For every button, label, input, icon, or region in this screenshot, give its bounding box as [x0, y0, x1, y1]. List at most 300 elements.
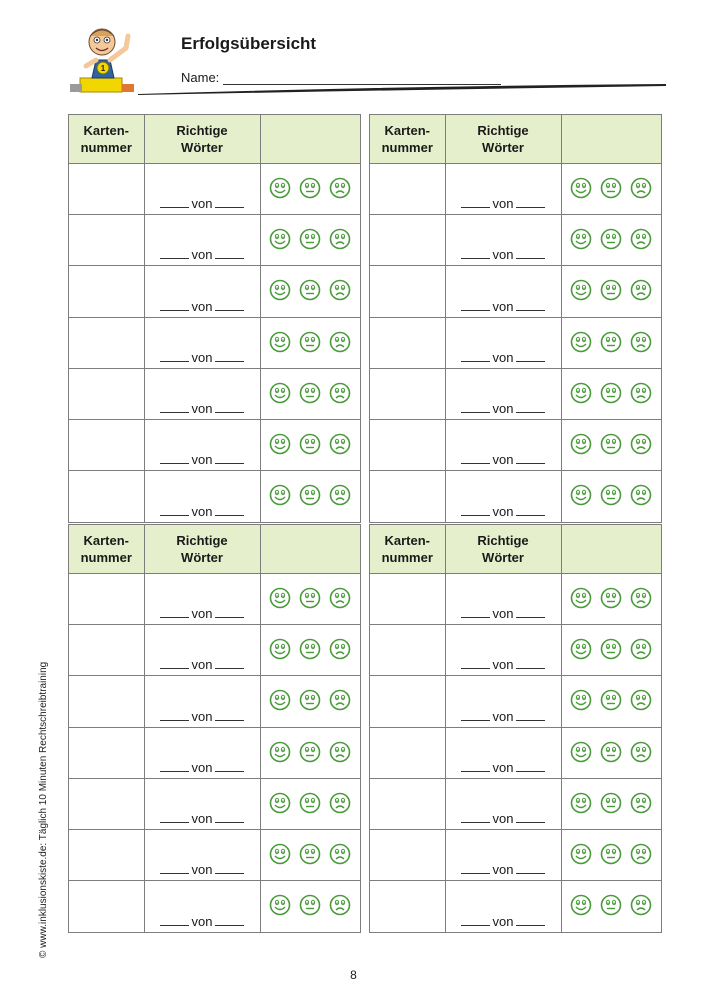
total-count-blank[interactable]	[215, 361, 244, 362]
score-cell[interactable]	[445, 266, 561, 317]
score-cell[interactable]	[144, 266, 260, 317]
total-count-blank[interactable]	[215, 463, 244, 464]
correct-count-blank[interactable]	[160, 668, 189, 669]
table-row	[370, 471, 661, 522]
score-cell[interactable]	[445, 778, 561, 829]
copyright-credit: © www.inklusionskiste.de: Täglich 10 Minuten Rechtschreibtraining	[38, 661, 49, 958]
von-label: von	[492, 401, 514, 416]
happy-face-icon[interactable]	[570, 433, 592, 455]
von-label: von	[492, 606, 514, 622]
rating-faces-cell	[561, 317, 661, 368]
sad-face-icon[interactable]	[329, 638, 351, 660]
sad-face-icon[interactable]	[630, 894, 652, 916]
happy-face-icon[interactable]	[570, 331, 592, 353]
total-count-blank[interactable]	[215, 515, 244, 516]
neutral-face-icon[interactable]	[600, 228, 622, 250]
card-number-cell[interactable]	[370, 727, 445, 778]
card-number-cell[interactable]	[69, 830, 144, 881]
rating-faces-cell	[260, 573, 360, 624]
card-number-cell[interactable]	[370, 471, 445, 522]
table-row	[370, 266, 661, 317]
score-cell[interactable]	[445, 163, 561, 214]
table-row	[370, 625, 661, 676]
rating-faces-cell	[260, 830, 360, 881]
happy-face-icon[interactable]	[269, 741, 291, 763]
card-number-cell[interactable]	[370, 163, 445, 214]
neutral-face-icon[interactable]	[600, 279, 622, 301]
total-count-blank[interactable]	[516, 310, 545, 311]
card-number-cell[interactable]	[69, 778, 144, 829]
neutral-face-icon[interactable]	[600, 382, 622, 404]
neutral-face-icon[interactable]	[600, 792, 622, 814]
card-number-cell[interactable]	[69, 471, 144, 522]
score-cell[interactable]	[445, 727, 561, 778]
sad-face-icon[interactable]	[630, 484, 652, 506]
happy-face-icon[interactable]	[570, 894, 592, 916]
sad-face-icon[interactable]	[329, 843, 351, 865]
total-count-blank[interactable]	[215, 925, 244, 926]
von-label: von	[191, 452, 213, 468]
header-correct-words: Richtige Wörter	[144, 115, 260, 163]
von-label: von	[191, 247, 213, 263]
correct-count-blank[interactable]	[461, 463, 490, 464]
score-cell[interactable]	[144, 471, 260, 522]
total-count-blank[interactable]	[516, 668, 545, 669]
von-label: von	[492, 196, 514, 212]
neutral-face-icon[interactable]	[299, 741, 321, 763]
neutral-face-icon[interactable]	[600, 638, 622, 660]
total-count-blank[interactable]	[516, 771, 545, 772]
happy-face-icon[interactable]	[570, 843, 592, 865]
happy-face-icon[interactable]	[269, 587, 291, 609]
von-label: von	[492, 247, 514, 263]
card-number-cell[interactable]	[69, 573, 144, 624]
rating-faces-cell	[561, 676, 661, 727]
card-number-cell[interactable]	[370, 573, 445, 624]
happy-face-icon[interactable]	[269, 331, 291, 353]
score-cell[interactable]	[144, 625, 260, 676]
neutral-face-icon[interactable]	[600, 741, 622, 763]
sad-face-icon[interactable]	[630, 177, 652, 199]
von-label: von	[492, 811, 514, 826]
score-cell[interactable]	[445, 830, 561, 881]
von-label: von	[191, 811, 213, 826]
rating-faces-cell	[561, 881, 661, 932]
correct-count-blank[interactable]	[461, 720, 490, 721]
happy-face-icon[interactable]	[269, 228, 291, 250]
correct-count-blank[interactable]	[160, 822, 189, 823]
total-count-blank[interactable]	[516, 822, 545, 823]
table-row	[370, 317, 661, 368]
von-label: von	[492, 657, 514, 673]
score-cell[interactable]	[144, 420, 260, 471]
score-cell[interactable]	[144, 830, 260, 881]
sad-face-icon[interactable]	[329, 177, 351, 199]
score-cell[interactable]	[445, 317, 561, 368]
rating-faces-cell	[561, 625, 661, 676]
header-card-number: Karten- nummer	[370, 115, 445, 163]
table-row	[370, 368, 661, 419]
card-number-cell[interactable]	[69, 163, 144, 214]
score-table	[369, 524, 662, 933]
total-count-blank[interactable]	[215, 668, 244, 669]
total-count-blank[interactable]	[516, 463, 545, 464]
sad-face-icon[interactable]	[329, 331, 351, 353]
von-label: von	[492, 862, 514, 878]
card-number-cell[interactable]	[370, 368, 445, 419]
sad-face-icon[interactable]	[630, 689, 652, 711]
score-cell[interactable]	[144, 573, 260, 624]
happy-face-icon[interactable]	[570, 228, 592, 250]
table-row	[370, 727, 661, 778]
table-row	[69, 266, 360, 317]
total-count-blank[interactable]	[215, 720, 244, 721]
card-number-cell[interactable]	[370, 420, 445, 471]
von-label: von	[191, 759, 213, 775]
sad-face-icon[interactable]	[329, 894, 351, 916]
score-table	[68, 524, 361, 933]
sad-face-icon[interactable]	[630, 843, 652, 865]
neutral-face-icon[interactable]	[600, 843, 622, 865]
sad-face-icon[interactable]	[630, 638, 652, 660]
neutral-face-icon[interactable]	[600, 433, 622, 455]
rating-faces-cell	[260, 778, 360, 829]
table-row	[370, 830, 661, 881]
neutral-face-icon[interactable]	[600, 331, 622, 353]
happy-face-icon[interactable]	[570, 382, 592, 404]
table-row	[370, 420, 661, 471]
neutral-face-icon[interactable]	[299, 792, 321, 814]
rating-faces-cell	[260, 163, 360, 214]
table-row	[69, 778, 360, 829]
score-cell[interactable]	[144, 881, 260, 932]
neutral-face-icon[interactable]	[600, 689, 622, 711]
rating-faces-cell	[561, 368, 661, 419]
happy-face-icon[interactable]	[269, 638, 291, 660]
rating-faces-cell	[260, 676, 360, 727]
sad-face-icon[interactable]	[329, 382, 351, 404]
card-number-cell[interactable]	[69, 676, 144, 727]
header-correct-words: Richtige Wörter	[445, 525, 561, 573]
happy-face-icon[interactable]	[570, 279, 592, 301]
card-number-cell[interactable]	[69, 727, 144, 778]
total-count-blank[interactable]	[516, 258, 545, 259]
rating-faces-cell	[260, 625, 360, 676]
correct-count-blank[interactable]	[160, 925, 189, 926]
total-count-blank[interactable]	[516, 720, 545, 721]
neutral-face-icon[interactable]	[299, 177, 321, 199]
score-cell[interactable]	[144, 368, 260, 419]
correct-count-blank[interactable]	[160, 515, 189, 516]
card-number-cell[interactable]	[69, 368, 144, 419]
card-number-cell[interactable]	[370, 778, 445, 829]
card-number-cell[interactable]	[370, 215, 445, 266]
total-count-blank[interactable]	[215, 258, 244, 259]
rating-faces-cell	[260, 368, 360, 419]
score-cell[interactable]	[445, 368, 561, 419]
card-number-cell[interactable]	[370, 676, 445, 727]
mascot-winner-illustration	[66, 18, 148, 94]
total-count-blank[interactable]	[516, 925, 545, 926]
score-cell[interactable]	[445, 215, 561, 266]
header-correct-words: Richtige Wörter	[144, 525, 260, 573]
total-count-blank[interactable]	[215, 822, 244, 823]
neutral-face-icon[interactable]	[299, 587, 321, 609]
von-label: von	[492, 759, 514, 775]
total-count-blank[interactable]	[215, 412, 244, 413]
card-number-cell[interactable]	[69, 317, 144, 368]
correct-count-blank[interactable]	[461, 310, 490, 311]
card-number-cell[interactable]	[69, 625, 144, 676]
card-number-cell[interactable]	[370, 625, 445, 676]
page-title: Erfolgsübersicht	[181, 34, 317, 53]
correct-count-blank[interactable]	[461, 258, 490, 259]
neutral-face-icon[interactable]	[299, 484, 321, 506]
table-row	[370, 573, 661, 624]
card-number-cell[interactable]	[370, 266, 445, 317]
rating-faces-cell	[260, 317, 360, 368]
neutral-face-icon[interactable]	[600, 177, 622, 199]
header-correct-words: Richtige Wörter	[445, 115, 561, 163]
score-cell[interactable]	[445, 471, 561, 522]
neutral-face-icon[interactable]	[299, 894, 321, 916]
neutral-face-icon[interactable]	[600, 894, 622, 916]
happy-face-icon[interactable]	[570, 587, 592, 609]
happy-face-icon[interactable]	[269, 792, 291, 814]
score-table	[369, 114, 662, 523]
correct-count-blank[interactable]	[461, 822, 490, 823]
card-number-cell[interactable]	[69, 420, 144, 471]
correct-count-blank[interactable]	[160, 258, 189, 259]
name-label: Name:	[181, 70, 220, 85]
sad-face-icon[interactable]	[329, 741, 351, 763]
table-header-row	[370, 525, 661, 573]
score-table	[68, 114, 361, 523]
correct-count-blank[interactable]	[461, 925, 490, 926]
rating-faces-cell	[561, 266, 661, 317]
sad-face-icon[interactable]	[630, 382, 652, 404]
von-label: von	[191, 914, 213, 929]
card-number-cell[interactable]	[69, 266, 144, 317]
happy-face-icon[interactable]	[269, 484, 291, 506]
von-label: von	[492, 452, 514, 468]
rating-faces-cell	[260, 727, 360, 778]
table-row	[69, 420, 360, 471]
total-count-blank[interactable]	[516, 617, 545, 618]
sad-face-icon[interactable]	[329, 792, 351, 814]
score-cell[interactable]	[445, 625, 561, 676]
total-count-blank[interactable]	[215, 310, 244, 311]
happy-face-icon[interactable]	[570, 484, 592, 506]
von-label: von	[191, 401, 213, 416]
von-label: von	[492, 708, 514, 724]
happy-face-icon[interactable]	[570, 741, 592, 763]
score-cell[interactable]	[144, 727, 260, 778]
score-cell[interactable]	[144, 676, 260, 727]
rating-faces-cell	[561, 778, 661, 829]
correct-count-blank[interactable]	[461, 207, 490, 208]
table-row	[69, 881, 360, 932]
rating-faces-cell	[561, 163, 661, 214]
sad-face-icon[interactable]	[630, 792, 652, 814]
header-card-number: Karten- nummer	[370, 525, 445, 573]
rating-faces-cell	[260, 881, 360, 932]
header-rating	[561, 525, 661, 573]
sad-face-icon[interactable]	[329, 433, 351, 455]
happy-face-icon[interactable]	[570, 177, 592, 199]
neutral-face-icon[interactable]	[299, 843, 321, 865]
sad-face-icon[interactable]	[630, 587, 652, 609]
sad-face-icon[interactable]	[630, 331, 652, 353]
total-count-blank[interactable]	[215, 617, 244, 618]
table-row	[69, 471, 360, 522]
sad-face-icon[interactable]	[630, 279, 652, 301]
score-cell[interactable]	[144, 215, 260, 266]
neutral-face-icon[interactable]	[299, 638, 321, 660]
von-label: von	[492, 298, 514, 314]
correct-count-blank[interactable]	[160, 720, 189, 721]
correct-count-blank[interactable]	[461, 361, 490, 362]
table-row	[69, 215, 360, 266]
header-rating	[260, 525, 360, 573]
card-number-cell[interactable]	[370, 830, 445, 881]
rating-faces-cell	[260, 215, 360, 266]
correct-count-blank[interactable]	[160, 771, 189, 772]
sad-face-icon[interactable]	[329, 228, 351, 250]
table-header-row	[370, 115, 661, 163]
neutral-face-icon[interactable]	[299, 689, 321, 711]
sad-face-icon[interactable]	[630, 433, 652, 455]
von-label: von	[191, 862, 213, 878]
happy-face-icon[interactable]	[570, 792, 592, 814]
card-number-cell[interactable]	[370, 881, 445, 932]
table-row	[370, 881, 661, 932]
table-row	[69, 368, 360, 419]
rating-faces-cell	[260, 471, 360, 522]
von-label: von	[492, 504, 514, 519]
von-label: von	[492, 914, 514, 929]
table-row	[69, 163, 360, 214]
rating-faces-cell	[561, 573, 661, 624]
correct-count-blank[interactable]	[160, 207, 189, 208]
table-header-row	[69, 525, 360, 573]
neutral-face-icon[interactable]	[299, 433, 321, 455]
von-label: von	[191, 504, 213, 519]
rating-faces-cell	[561, 830, 661, 881]
correct-count-blank[interactable]	[160, 412, 189, 413]
score-cell[interactable]	[445, 676, 561, 727]
neutral-face-icon[interactable]	[299, 331, 321, 353]
score-cell[interactable]	[144, 317, 260, 368]
correct-count-blank[interactable]	[160, 873, 189, 874]
table-row	[69, 317, 360, 368]
total-count-blank[interactable]	[516, 412, 545, 413]
rating-faces-cell	[260, 420, 360, 471]
table-row	[370, 676, 661, 727]
sad-face-icon[interactable]	[329, 689, 351, 711]
sad-face-icon[interactable]	[630, 228, 652, 250]
page-number: 8	[350, 968, 357, 982]
table-row	[370, 163, 661, 214]
neutral-face-icon[interactable]	[600, 587, 622, 609]
total-count-blank[interactable]	[215, 873, 244, 874]
correct-count-blank[interactable]	[160, 617, 189, 618]
correct-count-blank[interactable]	[461, 515, 490, 516]
happy-face-icon[interactable]	[269, 433, 291, 455]
table-row	[69, 727, 360, 778]
rating-faces-cell	[561, 471, 661, 522]
rating-faces-cell	[260, 266, 360, 317]
total-count-blank[interactable]	[215, 207, 244, 208]
header-card-number: Karten- nummer	[69, 115, 144, 163]
header-rating	[260, 115, 360, 163]
table-row	[69, 625, 360, 676]
table-row	[370, 778, 661, 829]
von-label: von	[191, 606, 213, 622]
score-cell[interactable]	[144, 778, 260, 829]
total-count-blank[interactable]	[516, 515, 545, 516]
sad-face-icon[interactable]	[329, 587, 351, 609]
total-count-blank[interactable]	[516, 361, 545, 362]
correct-count-blank[interactable]	[461, 617, 490, 618]
header-swoosh-divider	[138, 82, 666, 96]
happy-face-icon[interactable]	[269, 279, 291, 301]
card-number-cell[interactable]	[370, 317, 445, 368]
sad-face-icon[interactable]	[630, 741, 652, 763]
card-number-cell[interactable]	[69, 215, 144, 266]
von-label: von	[191, 298, 213, 314]
neutral-face-icon[interactable]	[299, 228, 321, 250]
von-label: von	[191, 657, 213, 673]
happy-face-icon[interactable]	[269, 177, 291, 199]
score-cell[interactable]	[144, 163, 260, 214]
score-cell[interactable]	[445, 420, 561, 471]
neutral-face-icon[interactable]	[299, 382, 321, 404]
correct-count-blank[interactable]	[461, 771, 490, 772]
correct-count-blank[interactable]	[461, 668, 490, 669]
card-number-cell[interactable]	[69, 881, 144, 932]
score-cell[interactable]	[445, 881, 561, 932]
correct-count-blank[interactable]	[160, 463, 189, 464]
neutral-face-icon[interactable]	[600, 484, 622, 506]
rating-faces-cell	[561, 420, 661, 471]
neutral-face-icon[interactable]	[299, 279, 321, 301]
happy-face-icon[interactable]	[570, 689, 592, 711]
total-count-blank[interactable]	[215, 771, 244, 772]
happy-face-icon[interactable]	[570, 638, 592, 660]
correct-count-blank[interactable]	[160, 361, 189, 362]
rating-faces-cell	[561, 727, 661, 778]
correct-count-blank[interactable]	[461, 412, 490, 413]
total-count-blank[interactable]	[516, 207, 545, 208]
correct-count-blank[interactable]	[160, 310, 189, 311]
von-label: von	[492, 349, 514, 365]
sad-face-icon[interactable]	[329, 484, 351, 506]
happy-face-icon[interactable]	[269, 689, 291, 711]
score-cell[interactable]	[445, 573, 561, 624]
happy-face-icon[interactable]	[269, 894, 291, 916]
table-header-row	[69, 115, 360, 163]
header-card-number: Karten- nummer	[69, 525, 144, 573]
sad-face-icon[interactable]	[329, 279, 351, 301]
correct-count-blank[interactable]	[461, 873, 490, 874]
happy-face-icon[interactable]	[269, 843, 291, 865]
table-row	[69, 830, 360, 881]
total-count-blank[interactable]	[516, 873, 545, 874]
happy-face-icon[interactable]	[269, 382, 291, 404]
von-label: von	[191, 708, 213, 724]
von-label: von	[191, 196, 213, 212]
